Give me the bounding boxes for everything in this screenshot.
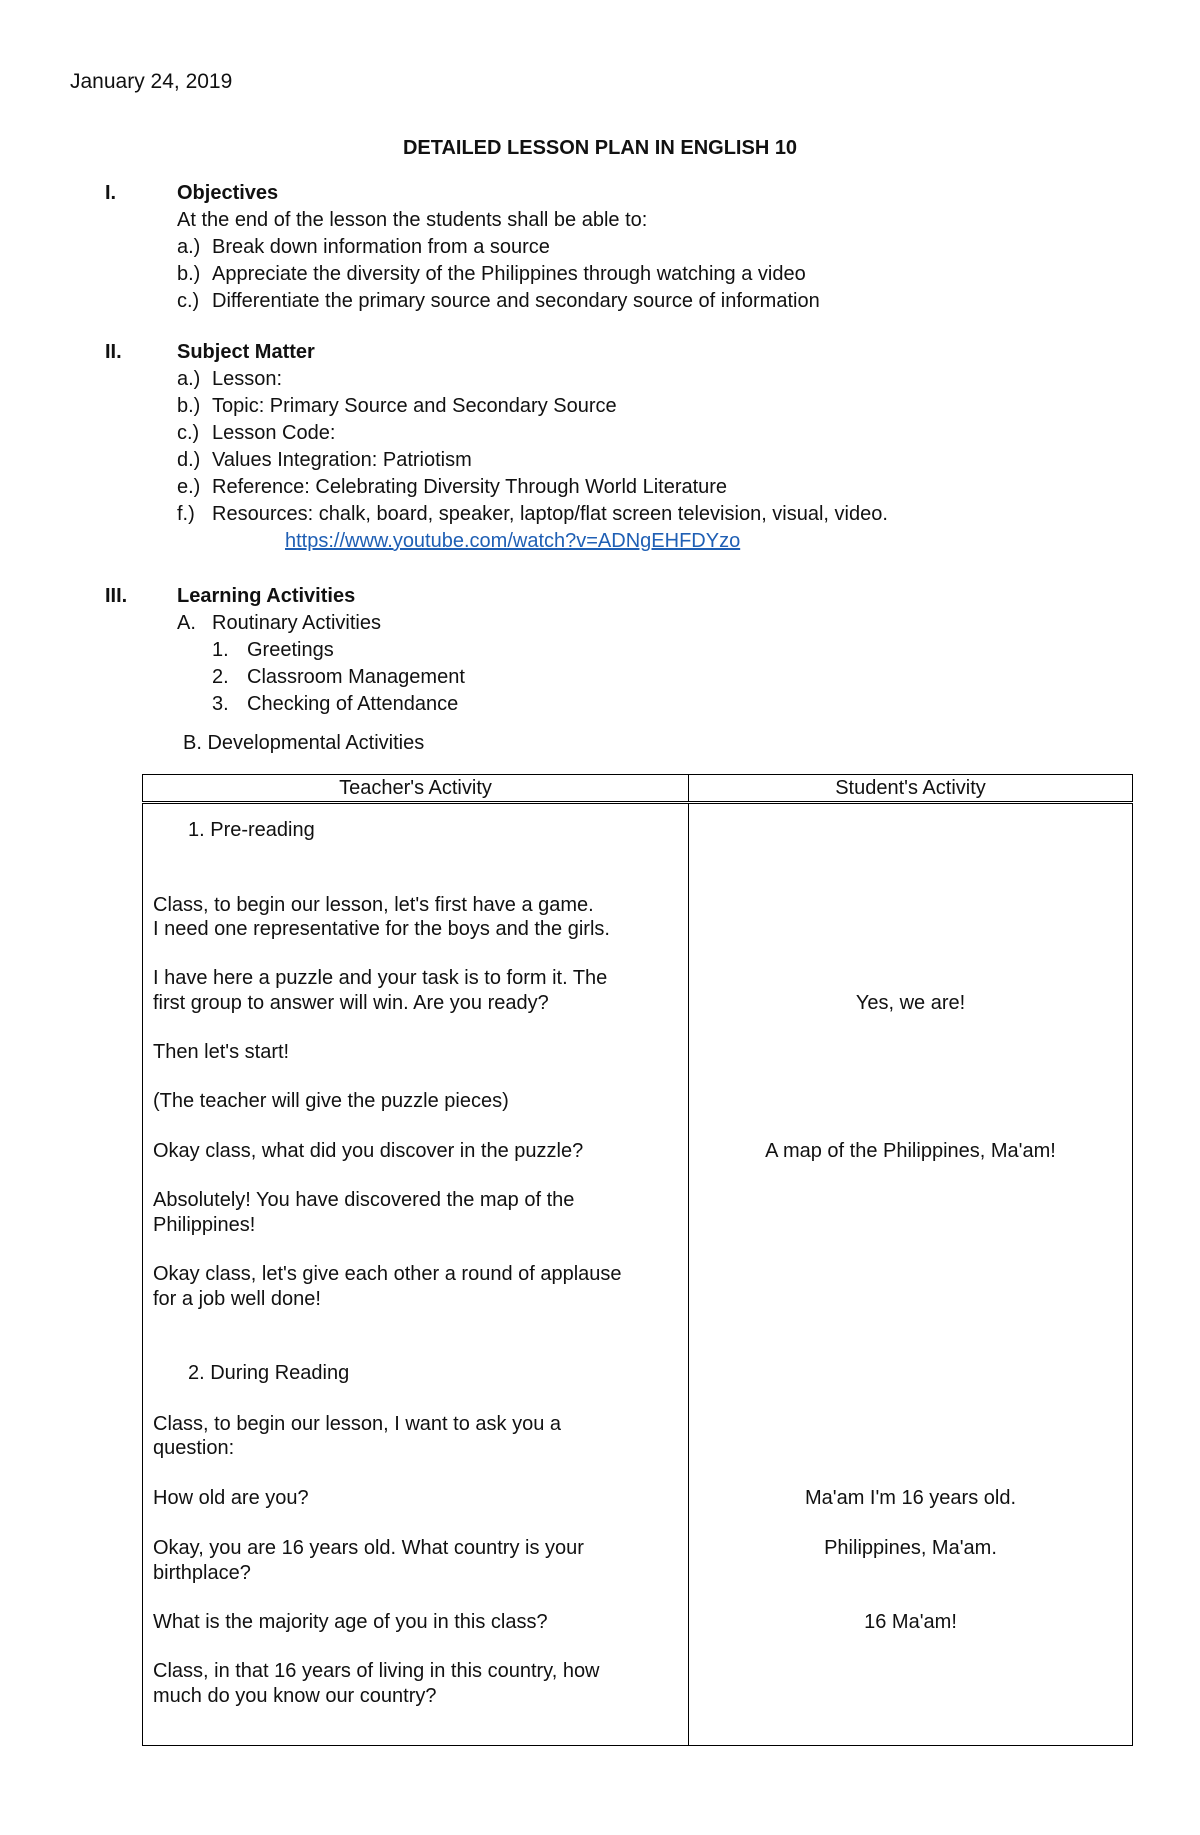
item-label: b.) <box>177 395 201 417</box>
item-label: a.) <box>177 236 201 258</box>
item-label: a.) <box>177 368 201 390</box>
during-reading-heading: 2. During Reading <box>188 1362 350 1384</box>
item-label: c.) <box>177 290 200 312</box>
item-text: Resources: chalk, board, speaker, laptop/flat screen television, visual, video. <box>212 503 888 525</box>
teacher-line: Then let's start! <box>153 1041 290 1063</box>
item-text: Break down information from a source <box>212 236 550 258</box>
section-numeral: II. <box>105 341 122 363</box>
objective-item <box>177 288 820 315</box>
teacher-line: What is the majority age of you in this class? <box>153 1611 548 1633</box>
subject-item <box>177 447 888 474</box>
student-line: Ma'am I'm 16 years old. <box>804 1487 1017 1509</box>
teacher-line: for a job well done! <box>153 1288 321 1310</box>
section-title: Objectives <box>177 182 279 204</box>
teacher-activity-header: Teacher's Activity <box>143 775 689 803</box>
item-label: d.) <box>177 449 201 471</box>
teacher-line: Absolutely! You have discovered the map of the <box>153 1189 575 1211</box>
table-header-row <box>143 775 1133 803</box>
routinary-item <box>177 691 465 718</box>
item-label: A. <box>177 612 196 634</box>
teacher-line: Philippines! <box>153 1214 256 1236</box>
item-text: Lesson Code: <box>212 422 336 444</box>
item-number: 1. <box>212 639 229 661</box>
routinary-item <box>177 637 465 664</box>
activity-table <box>142 774 1133 1746</box>
student-line: Yes, we are! <box>855 992 966 1014</box>
item-label: e.) <box>177 476 201 498</box>
teacher-line: Okay, you are 16 years old. What country is your <box>153 1537 584 1559</box>
subject-item <box>177 474 888 501</box>
subject-item <box>177 501 888 528</box>
section-title: Subject Matter <box>177 341 315 363</box>
item-text: Lesson: <box>212 368 283 390</box>
subject-item <box>177 366 888 393</box>
item-text: Topic: Primary Source and Secondary Source <box>212 395 617 417</box>
item-text: Values Integration: Patriotism <box>212 449 472 471</box>
teacher-line: I have here a puzzle and your task is to form it. The <box>153 967 608 989</box>
document-title: DETAILED LESSON PLAN IN ENGLISH 10 <box>402 137 798 159</box>
routinary-heading <box>177 610 465 637</box>
teacher-line: Class, to begin our lesson, let's first have a game. <box>153 894 594 916</box>
item-number: 3. <box>212 693 229 715</box>
developmental-heading: B. Developmental Activities <box>183 732 425 754</box>
teacher-line: question: <box>153 1437 235 1459</box>
teacher-line: I need one representative for the boys and the girls. <box>153 918 610 940</box>
subject-item <box>177 420 888 447</box>
teacher-line: How old are you? <box>153 1487 309 1509</box>
section-numeral: I. <box>105 182 117 204</box>
item-label: c.) <box>177 422 200 444</box>
document-date: January 24, 2019 <box>70 70 233 93</box>
objectives-intro: At the end of the lesson the students shall be able to: <box>177 209 648 231</box>
teacher-line: (The teacher will give the puzzle pieces) <box>153 1090 509 1112</box>
item-text: Greetings <box>247 639 334 661</box>
item-text: Differentiate the primary source and secondary source of information <box>212 290 820 312</box>
item-text: Checking of Attendance <box>247 693 459 715</box>
objective-item <box>177 261 820 288</box>
teacher-line: birthplace? <box>153 1562 251 1584</box>
item-text: Classroom Management <box>247 666 465 688</box>
item-label: f.) <box>177 503 195 525</box>
teacher-line: Class, in that 16 years of living in this country, how <box>153 1660 600 1682</box>
section-title: Learning Activities <box>177 585 356 607</box>
video-link[interactable]: https://www.youtube.com/watch?v=ADNgEHFDYzo <box>285 530 741 552</box>
teacher-line: Okay class, what did you discover in the puzzle? <box>153 1140 584 1162</box>
section-numeral: III. <box>105 585 128 607</box>
teacher-line: Okay class, let's give each other a round of applause <box>153 1263 622 1285</box>
student-activity-header: Student's Activity <box>689 775 1133 803</box>
item-number: 2. <box>212 666 229 688</box>
item-text: Reference: Celebrating Diversity Through World Literature <box>212 476 728 498</box>
item-text: Routinary Activities <box>212 612 381 634</box>
objective-item <box>177 234 820 261</box>
student-line: Philippines, Ma'am. <box>824 1537 997 1559</box>
teacher-line: much do you know our country? <box>153 1685 437 1707</box>
student-activity-cell <box>689 803 1133 1746</box>
table-row <box>143 803 1133 1746</box>
student-line: A map of the Philippines, Ma'am! <box>765 1140 1056 1162</box>
student-line: 16 Ma'am! <box>864 1611 957 1633</box>
item-text: Appreciate the diversity of the Philippines through watching a video <box>212 263 806 285</box>
subject-item <box>177 393 888 420</box>
teacher-line: first group to answer will win. Are you ready? <box>153 992 549 1014</box>
teacher-activity-cell <box>143 803 689 1746</box>
item-label: b.) <box>177 263 201 285</box>
routinary-item <box>177 664 465 691</box>
teacher-line: Class, to begin our lesson, I want to ask you a <box>153 1413 561 1435</box>
pre-reading-heading: 1. Pre-reading <box>188 819 315 841</box>
